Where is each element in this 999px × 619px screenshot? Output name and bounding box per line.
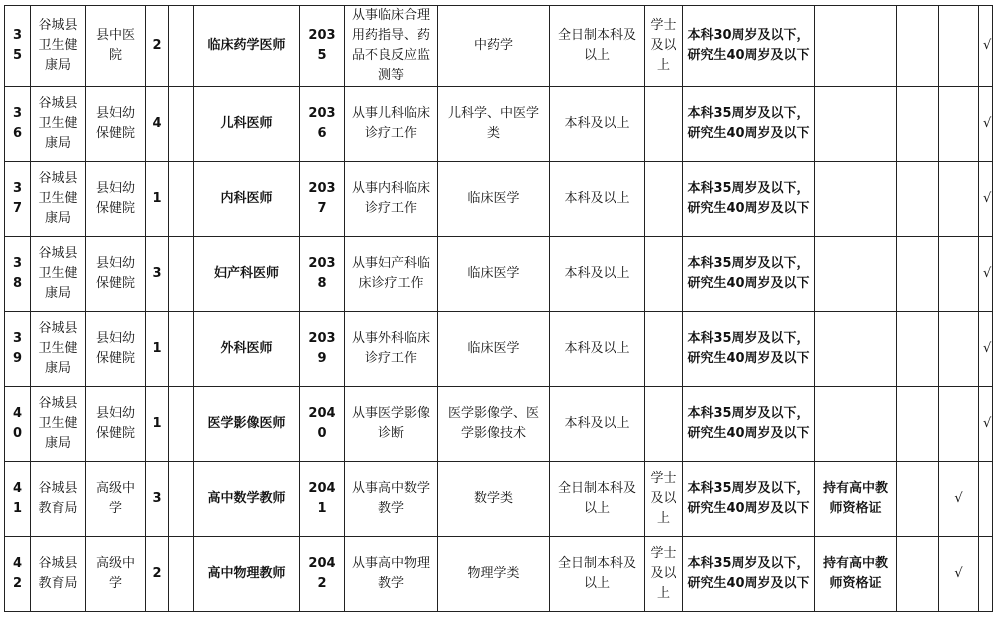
position-code-cell: 2037 (300, 162, 345, 237)
duty-description-cell: 从事儿科临床诊疗工作 (345, 87, 438, 162)
serial-number-cell: 38 (5, 237, 31, 312)
duty-description-cell: 从事外科临床诊疗工作 (345, 312, 438, 387)
degree-cell: 学士及以上 (645, 537, 683, 612)
age-requirement-line: 本科35周岁及以下， (687, 106, 810, 121)
table-row (5, 6, 993, 87)
major-cell: 临床医学 (438, 162, 550, 237)
recruitment-table (4, 5, 993, 612)
department-cell: 谷城县卫生健康局 (31, 162, 86, 237)
education-cell: 本科及以上 (550, 87, 645, 162)
checkmark-cell (939, 312, 979, 387)
hiring-count-cell: 3 (146, 237, 169, 312)
blank-cell (169, 312, 194, 387)
serial-number-cell: 39 (5, 312, 31, 387)
age-requirement-line: 本科35周岁及以下， (687, 256, 810, 271)
empty-cell (897, 537, 939, 612)
major-cell: 中药学 (438, 6, 550, 87)
other-requirement-cell (815, 87, 897, 162)
table-row (5, 237, 993, 312)
duty-description-cell: 从事妇产科临床诊疗工作 (345, 237, 438, 312)
age-requirement-cell (683, 312, 815, 387)
education-cell: 本科及以上 (550, 162, 645, 237)
blank-cell (169, 87, 194, 162)
education-cell: 本科及以上 (550, 312, 645, 387)
education-cell: 全日制本科及以上 (550, 537, 645, 612)
age-requirement-cell (683, 537, 815, 612)
other-requirement-cell (815, 6, 897, 87)
checkmark-cell: √ (939, 537, 979, 612)
checkmark-cell (939, 162, 979, 237)
major-cell: 临床医学 (438, 312, 550, 387)
position-code-cell: 2035 (300, 6, 345, 87)
education-cell: 全日制本科及以上 (550, 462, 645, 537)
serial-number-cell: 41 (5, 462, 31, 537)
age-requirement-cell (683, 87, 815, 162)
checkmark-cell (939, 387, 979, 462)
hiring-count-cell: 1 (146, 312, 169, 387)
unit-cell: 县妇幼保健院 (86, 162, 146, 237)
duty-description-cell: 从事医学影像诊断 (345, 387, 438, 462)
position-name-cell: 内科医师 (194, 162, 300, 237)
degree-cell (645, 387, 683, 462)
major-cell: 儿科学、中医学类 (438, 87, 550, 162)
position-name-cell: 妇产科医师 (194, 237, 300, 312)
other-requirement-cell (815, 237, 897, 312)
table-body (5, 6, 993, 612)
major-cell: 医学影像学、医学影像技术 (438, 387, 550, 462)
serial-number-cell: 42 (5, 537, 31, 612)
degree-cell: 学士及以上 (645, 462, 683, 537)
major-cell: 临床医学 (438, 237, 550, 312)
table-row (5, 87, 993, 162)
position-code-cell: 2036 (300, 87, 345, 162)
unit-cell: 县妇幼保健院 (86, 87, 146, 162)
unit-cell: 高级中学 (86, 462, 146, 537)
degree-cell: 学士及以上 (645, 6, 683, 87)
duty-description-cell: 从事内科临床诊疗工作 (345, 162, 438, 237)
checkmark-cell: √ (979, 6, 993, 87)
empty-cell (897, 237, 939, 312)
checkmark-cell: √ (979, 237, 993, 312)
serial-number-cell: 35 (5, 6, 31, 87)
department-cell: 谷城县卫生健康局 (31, 387, 86, 462)
degree-cell (645, 162, 683, 237)
checkmark-cell (979, 537, 993, 612)
position-name-cell: 儿科医师 (194, 87, 300, 162)
age-requirement-line: 研究生40周岁及以下 (687, 351, 810, 366)
department-cell: 谷城县教育局 (31, 537, 86, 612)
blank-cell (169, 387, 194, 462)
age-requirement-cell (683, 162, 815, 237)
age-requirement-line: 本科30周岁及以下， (687, 28, 810, 43)
major-cell: 物理学类 (438, 537, 550, 612)
age-requirement-line: 本科35周岁及以下， (687, 556, 810, 571)
duty-description-cell: 从事高中数学教学 (345, 462, 438, 537)
position-name-cell: 医学影像医师 (194, 387, 300, 462)
table-row (5, 537, 993, 612)
education-cell: 本科及以上 (550, 387, 645, 462)
unit-cell: 县中医院 (86, 6, 146, 87)
unit-cell: 县妇幼保健院 (86, 387, 146, 462)
position-name-cell: 高中数学教师 (194, 462, 300, 537)
table-row (5, 162, 993, 237)
blank-cell (169, 162, 194, 237)
position-code-cell: 2040 (300, 387, 345, 462)
checkmark-cell (939, 87, 979, 162)
position-code-cell: 2042 (300, 537, 345, 612)
position-name-cell: 外科医师 (194, 312, 300, 387)
age-requirement-line: 研究生40周岁及以下 (687, 201, 810, 216)
hiring-count-cell: 1 (146, 162, 169, 237)
checkmark-cell: √ (979, 87, 993, 162)
age-requirement-line: 研究生40周岁及以下 (687, 501, 810, 516)
other-requirement-cell: 持有高中教师资格证 (815, 537, 897, 612)
other-requirement-cell (815, 387, 897, 462)
department-cell: 谷城县教育局 (31, 462, 86, 537)
unit-cell: 高级中学 (86, 537, 146, 612)
hiring-count-cell: 4 (146, 87, 169, 162)
serial-number-cell: 37 (5, 162, 31, 237)
age-requirement-line: 本科35周岁及以下， (687, 181, 810, 196)
hiring-count-cell: 2 (146, 6, 169, 87)
empty-cell (897, 6, 939, 87)
age-requirement-line: 研究生40周岁及以下 (687, 48, 810, 63)
checkmark-cell: √ (979, 312, 993, 387)
serial-number-cell: 40 (5, 387, 31, 462)
position-name-cell: 高中物理教师 (194, 537, 300, 612)
degree-cell (645, 312, 683, 387)
department-cell: 谷城县卫生健康局 (31, 87, 86, 162)
serial-number-cell: 36 (5, 87, 31, 162)
checkmark-cell: √ (979, 387, 993, 462)
age-requirement-line: 研究生40周岁及以下 (687, 276, 810, 291)
education-cell: 本科及以上 (550, 237, 645, 312)
table-row (5, 312, 993, 387)
hiring-count-cell: 3 (146, 462, 169, 537)
table-row (5, 387, 993, 462)
other-requirement-cell (815, 162, 897, 237)
department-cell: 谷城县卫生健康局 (31, 6, 86, 87)
unit-cell: 县妇幼保健院 (86, 312, 146, 387)
empty-cell (897, 87, 939, 162)
duty-description-cell: 从事高中物理教学 (345, 537, 438, 612)
other-requirement-cell (815, 312, 897, 387)
blank-cell (169, 462, 194, 537)
checkmark-cell: √ (979, 162, 993, 237)
age-requirement-cell (683, 462, 815, 537)
table-row (5, 462, 993, 537)
empty-cell (897, 162, 939, 237)
hiring-count-cell: 2 (146, 537, 169, 612)
blank-cell (169, 537, 194, 612)
checkmark-cell (939, 237, 979, 312)
checkmark-cell (939, 6, 979, 87)
age-requirement-line: 本科35周岁及以下， (687, 406, 810, 421)
empty-cell (897, 462, 939, 537)
empty-cell (897, 387, 939, 462)
position-code-cell: 2041 (300, 462, 345, 537)
age-requirement-cell (683, 237, 815, 312)
position-name-cell: 临床药学医师 (194, 6, 300, 87)
blank-cell (169, 237, 194, 312)
hiring-count-cell: 1 (146, 387, 169, 462)
department-cell: 谷城县卫生健康局 (31, 237, 86, 312)
other-requirement-cell: 持有高中教师资格证 (815, 462, 897, 537)
major-cell: 数学类 (438, 462, 550, 537)
duty-description-cell: 从事临床合理用药指导、药品不良反应监测等 (345, 6, 438, 87)
blank-cell (169, 6, 194, 87)
age-requirement-cell (683, 387, 815, 462)
age-requirement-cell (683, 6, 815, 87)
empty-cell (897, 312, 939, 387)
position-code-cell: 2039 (300, 312, 345, 387)
checkmark-cell: √ (939, 462, 979, 537)
unit-cell: 县妇幼保健院 (86, 237, 146, 312)
education-cell: 全日制本科及以上 (550, 6, 645, 87)
age-requirement-line: 研究生40周岁及以下 (687, 576, 810, 591)
age-requirement-line: 研究生40周岁及以下 (687, 126, 810, 141)
checkmark-cell (979, 462, 993, 537)
age-requirement-line: 研究生40周岁及以下 (687, 426, 810, 441)
age-requirement-line: 本科35周岁及以下， (687, 331, 810, 346)
position-code-cell: 2038 (300, 237, 345, 312)
degree-cell (645, 237, 683, 312)
degree-cell (645, 87, 683, 162)
department-cell: 谷城县卫生健康局 (31, 312, 86, 387)
age-requirement-line: 本科35周岁及以下， (687, 481, 810, 496)
